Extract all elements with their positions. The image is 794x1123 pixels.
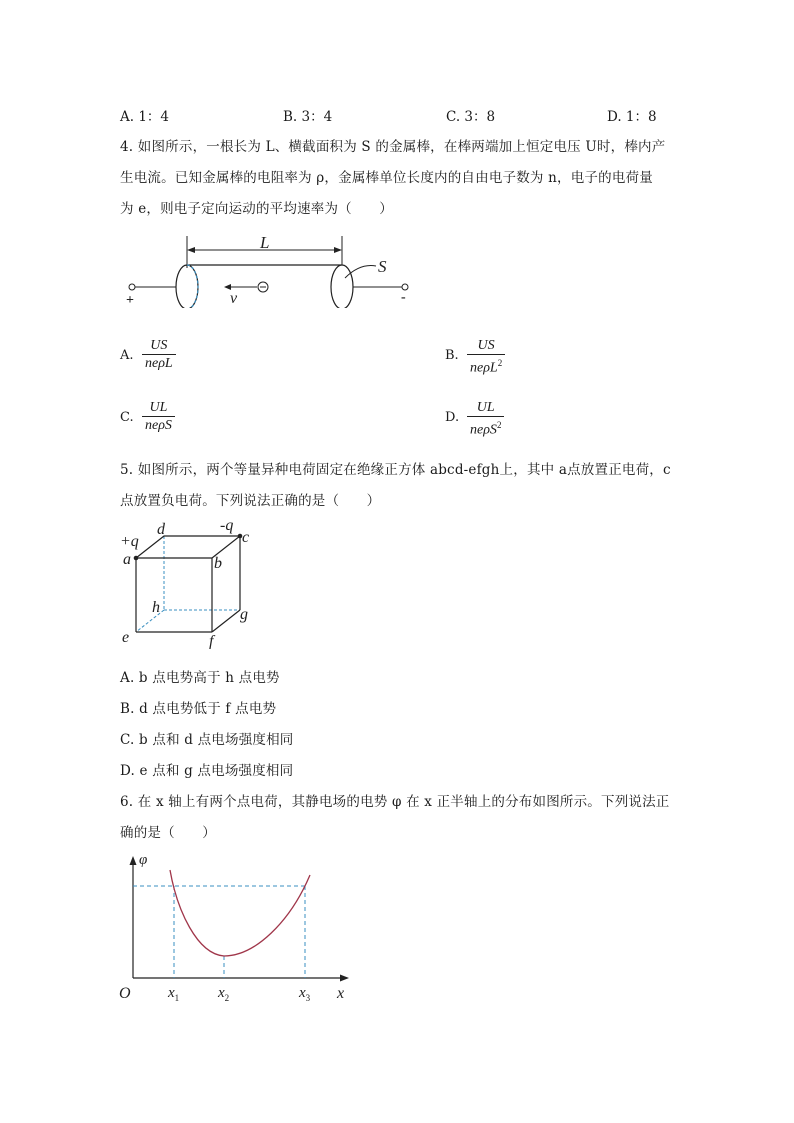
q5-stem-line1: [120, 458, 671, 478]
label-c: c: [242, 529, 250, 546]
x2-label: $x_2$: [218, 985, 230, 1003]
q4-option-b-letter: B.: [445, 348, 459, 363]
q4-stem-line3: 为 e，则电子定向运动的平均速率为（ ）: [120, 201, 393, 217]
velocity-label: v: [230, 290, 238, 307]
fraction-denominator: neρL: [145, 356, 173, 371]
length-label: L: [260, 233, 270, 252]
q4-option-a-fraction: [142, 337, 176, 372]
q6-stem-line2: 确的是（ ）: [120, 825, 216, 841]
y-axis-arrow-icon: [130, 856, 137, 865]
q3-option-a: A. 1：4: [120, 109, 170, 125]
fraction-denominator: neρS: [145, 418, 172, 433]
q3-option-c: C. 3：8: [446, 109, 496, 125]
label-d: d: [157, 521, 165, 538]
x3-label: $x_3$: [299, 985, 311, 1003]
q5-option-a: A. b 点电势高于 h 点电势: [120, 670, 280, 686]
origin-label: O: [119, 985, 131, 1002]
fraction-denominator: neρS: [470, 422, 497, 438]
fraction-denominator: neρL: [470, 360, 498, 376]
q4-option-d-letter: D.: [445, 410, 460, 425]
positive-charge-dot: [134, 556, 139, 561]
label-f: f: [209, 633, 214, 649]
potential-curve: [170, 870, 310, 956]
x-axis-label: x: [337, 985, 345, 1002]
q5-cube-figure: [118, 514, 268, 649]
length-arrow-left-icon: [187, 247, 195, 253]
rod-left-hidden-edge: [187, 265, 198, 308]
q4-option-d-fraction: [467, 399, 504, 439]
q4-stem-line2: 生电流。已知金属棒的电阻率为 ρ，金属棒单位长度内的自由电子数为 n，电子的电荷量: [120, 170, 653, 186]
fraction-numerator: UL: [476, 400, 495, 415]
fraction-numerator: US: [150, 338, 168, 353]
q3-option-d: D. 1：8: [607, 109, 657, 125]
q6-text-1: 在 x 轴上有两个点电荷，其静电场的电势 φ 在 x 正半轴上的分布如图所示。下列说法正: [137, 794, 670, 810]
fraction-numerator: UL: [149, 400, 168, 415]
label-a: a: [123, 551, 131, 568]
q4-rod-figure: [120, 228, 420, 308]
label-plus-q: +q: [120, 533, 139, 550]
area-label: S: [378, 257, 387, 276]
q4-option-b-fraction: [467, 337, 505, 377]
plus-sign: +: [126, 293, 134, 308]
x-axis-arrow-icon: [340, 975, 349, 982]
top-face: [136, 536, 240, 558]
q4-option-c-fraction: [142, 399, 175, 434]
fraction-exponent: 2: [496, 420, 502, 430]
fraction-exponent: 2: [497, 358, 503, 368]
fraction-numerator: US: [477, 338, 495, 353]
q4-option-a-letter: A.: [120, 348, 134, 363]
label-b: b: [214, 555, 222, 572]
q5-option-d: D. e 点和 g 点电场强度相同: [120, 763, 294, 779]
x1-label: $x_1$: [168, 985, 180, 1003]
q5-option-c: C. b 点和 d 点电场强度相同: [120, 732, 294, 748]
q6-stem-line1: [120, 790, 670, 810]
phi-label: φ: [139, 852, 148, 868]
q6-potential-graph: [115, 850, 360, 1010]
label-g: g: [240, 606, 248, 623]
rod-right-end: [331, 265, 353, 308]
minus-sign: -: [401, 290, 406, 305]
q4-option-c-letter: C.: [120, 410, 134, 425]
q5-stem-line2: 点放置负电荷。下列说法正确的是（ ）: [120, 493, 381, 509]
label-e: e: [122, 629, 130, 646]
left-terminal: [129, 284, 135, 290]
label-h: h: [152, 599, 160, 616]
q4-stem-line1: [120, 135, 665, 155]
q5-option-b: B. d 点电势低于 f 点电势: [120, 701, 277, 717]
label-minus-q: -q: [220, 517, 234, 534]
q6-number: 6.: [120, 794, 134, 810]
q4-number: 4.: [120, 139, 134, 155]
q4-text-1: 如图所示，一根长为 L、横截面积为 S 的金属棒，在棒两端加上恒定电压 U时，棒内产: [137, 139, 666, 155]
q3-option-b: B. 3：4: [283, 109, 333, 125]
length-arrow-right-icon: [334, 247, 342, 253]
q5-number: 5.: [120, 462, 134, 478]
q5-text-1: 如图所示，两个等量异种电荷固定在绝缘正方体 abcd-efgh上，其中 a点放置正电荷，c: [137, 462, 671, 478]
